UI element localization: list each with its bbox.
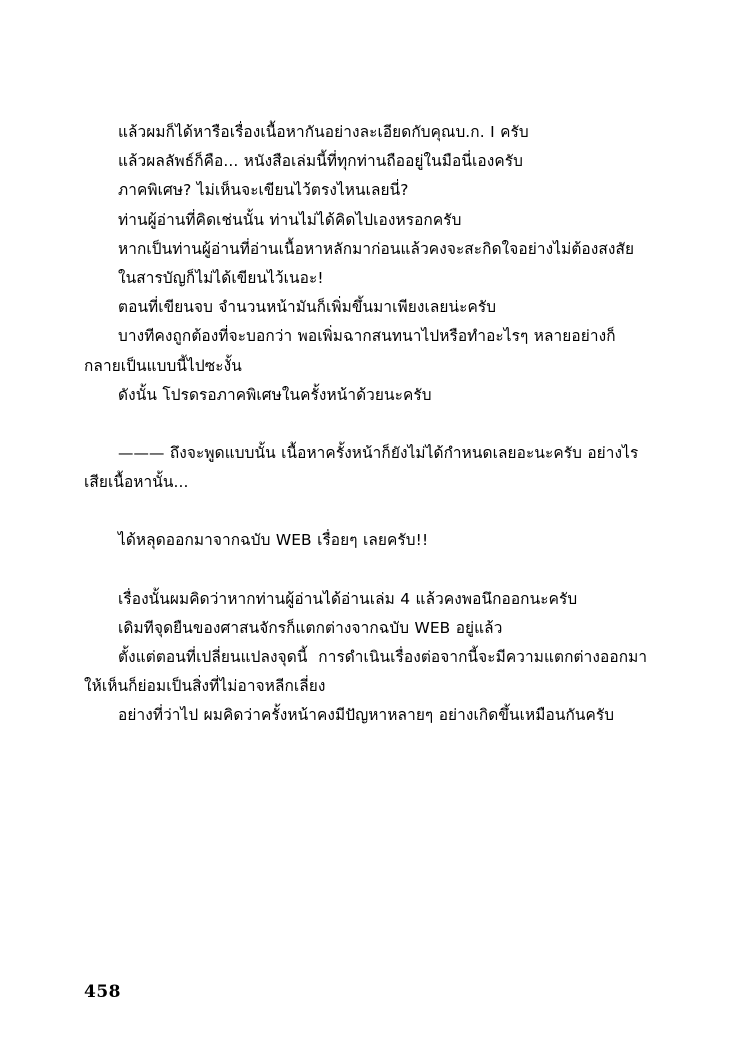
paragraph: แล้วผมก็ได้หารือเรื่องเนื้อหากันอย่างละเอียดกับคุณบ.ก. I ครับ	[118, 123, 529, 141]
paragraph: อย่างที่ว่าไป ผมคิดว่าครั้งหน้าคงมีปัญหาหลายๆ อย่างเกิดขึ้นเหมือนกันครับ	[118, 706, 615, 725]
paragraph: ตั้งแต่ตอนที่เปลี่ยนแปลงจุดนี้ การดำเนินเรื่องต่อจากนี้จะมีความแตกต่างออกมาให้เห็นก็ย่อมเป็นสิ่งที่ไม่อาจหลีกเลี่ยง	[84, 648, 648, 696]
paragraph: หากเป็นท่านผู้อ่านที่อ่านเนื้อหาหลักมาก่อนแล้วคงจะสะกิดใจอย่างไม่ต้องสงสัย	[118, 239, 635, 258]
paragraph: ดังนั้น โปรดรอภาคพิเศษในครั้งหน้าด้วยนะครับ	[118, 385, 432, 404]
paragraph: ตอนที่เขียนจบ จำนวนหน้ามันก็เพิ่มขึ้นมาเพียงเลยน่ะครับ	[118, 298, 497, 317]
paragraph-spacer	[84, 497, 650, 526]
paragraph: ท่านผู้อ่านที่คิดเช่นนั้น ท่านไม่ได้คิดไปเองหรอกครับ	[118, 210, 462, 229]
paragraph: ——— ถึงจะพูดแบบนั้น เนื้อหาครั้งหน้าก็ยังไม่ได้กำหนดเลยอะนะครับ อย่างไรเสียเนื้อหานั้น...	[84, 444, 639, 492]
paragraph: บางทีคงถูกต้องที่จะบอกว่า พอเพิ่มฉากสนทนาไปหรือทำอะไรๆ หลายอย่างก็กลายเป็นแบบนี้ไปซะงั้น	[84, 327, 616, 375]
paragraph-spacer	[84, 556, 650, 585]
document-body	[84, 118, 650, 731]
paragraph: เดิมทีจุดยืนของศาสนจักรก็แตกต่างจากฉบับ WEB อยู่แล้ว	[118, 618, 503, 637]
paragraph: แล้วผลลัพธ์ก็คือ... หนังสือเล่มนี้ที่ทุกท่านถืออยู่ในมือนี่เองครับ	[118, 152, 523, 171]
paragraph-spacer	[84, 410, 650, 439]
paragraph: เรื่องนั้นผมคิดว่าหากท่านผู้อ่านได้อ่านเล่ม 4 แล้วคงพอนึกออกนะครับ	[118, 589, 578, 608]
paragraph: ได้หลุดออกมาจากฉบับ WEB เรื่อยๆ เลยครับ!!	[118, 531, 429, 550]
paragraph: ในสารบัญก็ไม่ได้เขียนไว้เนอะ!	[118, 269, 324, 288]
paragraph: ภาคพิเศษ? ไม่เห็นจะเขียนไว้ตรงไหนเลยนี่?	[118, 181, 409, 200]
page-number: 458	[84, 982, 121, 1002]
